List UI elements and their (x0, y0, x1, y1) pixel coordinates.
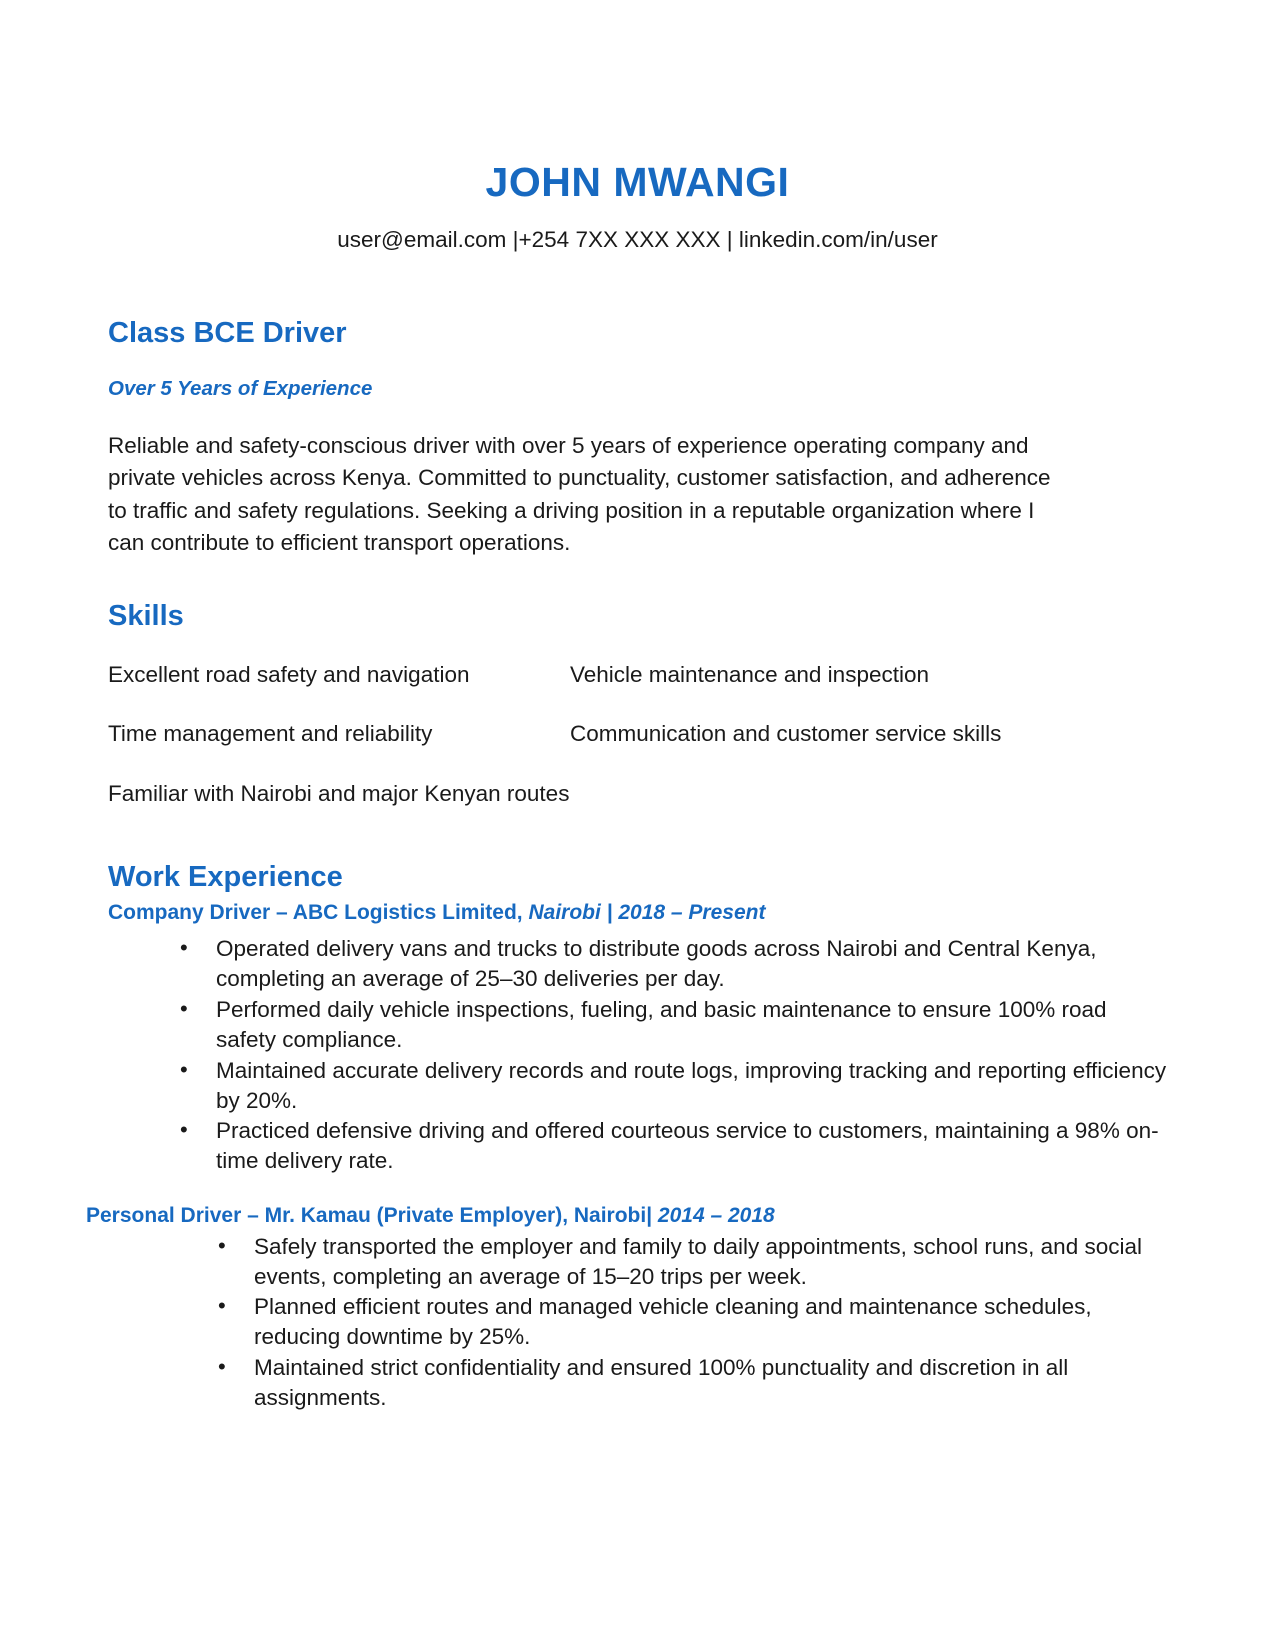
skill-item: Communication and customer service skills (570, 721, 1002, 747)
job-bullet: • Performed daily vehicle inspections, fueling, and basic maintenance to ensure 100% road safety compliance. (180, 995, 1167, 1055)
skills-grid (108, 660, 1167, 808)
skill-item: Familiar with Nairobi and major Kenyan routes (108, 780, 570, 806)
job-bullet-list (108, 934, 1167, 1176)
skill-item: Time management and reliability (108, 721, 433, 747)
role-tagline: Over 5 Years of Experience (108, 377, 373, 401)
job-title-italic: Nairobi | 2018 – Present (522, 900, 766, 924)
job-entry (86, 1202, 1167, 1413)
job-title-plain: Personal Driver – Mr. Kamau (Private Employer), Nairobi| (86, 1204, 653, 1228)
candidate-name: JOHN MWANGI (485, 159, 790, 205)
job-title-italic: 2014 – 2018 (652, 1204, 775, 1228)
skills-heading: Skills (108, 600, 184, 633)
job-title-line (86, 1202, 1167, 1229)
job-title-line (108, 899, 1167, 926)
contact-line: user@email.com |+254 7XX XXX XXX | linkedin.com/in/user (337, 227, 938, 253)
skill-item: Vehicle maintenance and inspection (570, 662, 930, 688)
work-experience-heading: Work Experience (108, 860, 343, 893)
role-title: Class BCE Driver (108, 317, 347, 350)
job-bullet: • Planned efficient routes and managed vehicle cleaning and maintenance schedules, reducing downtime by 25%. (218, 1292, 1167, 1352)
job-bullet: • Maintained accurate delivery records and route logs, improving tracking and reporting efficiency by 20%. (180, 1056, 1167, 1116)
job-bullet: • Maintained strict confidentiality and ensured 100% punctuality and discretion in all assignments. (218, 1353, 1167, 1413)
job-bullet: • Practiced defensive driving and offered courteous service to customers, maintaining a 98% on-time delivery rate. (180, 1116, 1167, 1176)
job-bullet: • Safely transported the employer and family to daily appointments, school runs, and social events, completing an average of 15–20 trips per week. (218, 1232, 1167, 1292)
job-title-plain: Company Driver – ABC Logistics Limited, (108, 900, 523, 924)
job-entry (108, 899, 1167, 1177)
skill-item: Excellent road safety and navigation (108, 662, 470, 688)
job-bullet-list (108, 1232, 1167, 1414)
resume-header (108, 0, 1167, 254)
job-bullet: • Operated delivery vans and trucks to distribute goods across Nairobi and Central Kenya, completing an average of 25–30 deliveries per day. (180, 934, 1167, 994)
professional-summary: Reliable and safety-conscious driver with over 5 years of experience operating company and private vehicles across Kenya. Committed to punctuality, customer satisfaction, and adherence to traffic and safety regulations. Seeking a driving position in a reputable organization where I can contribute to efficient transport operations. (108, 432, 1051, 555)
